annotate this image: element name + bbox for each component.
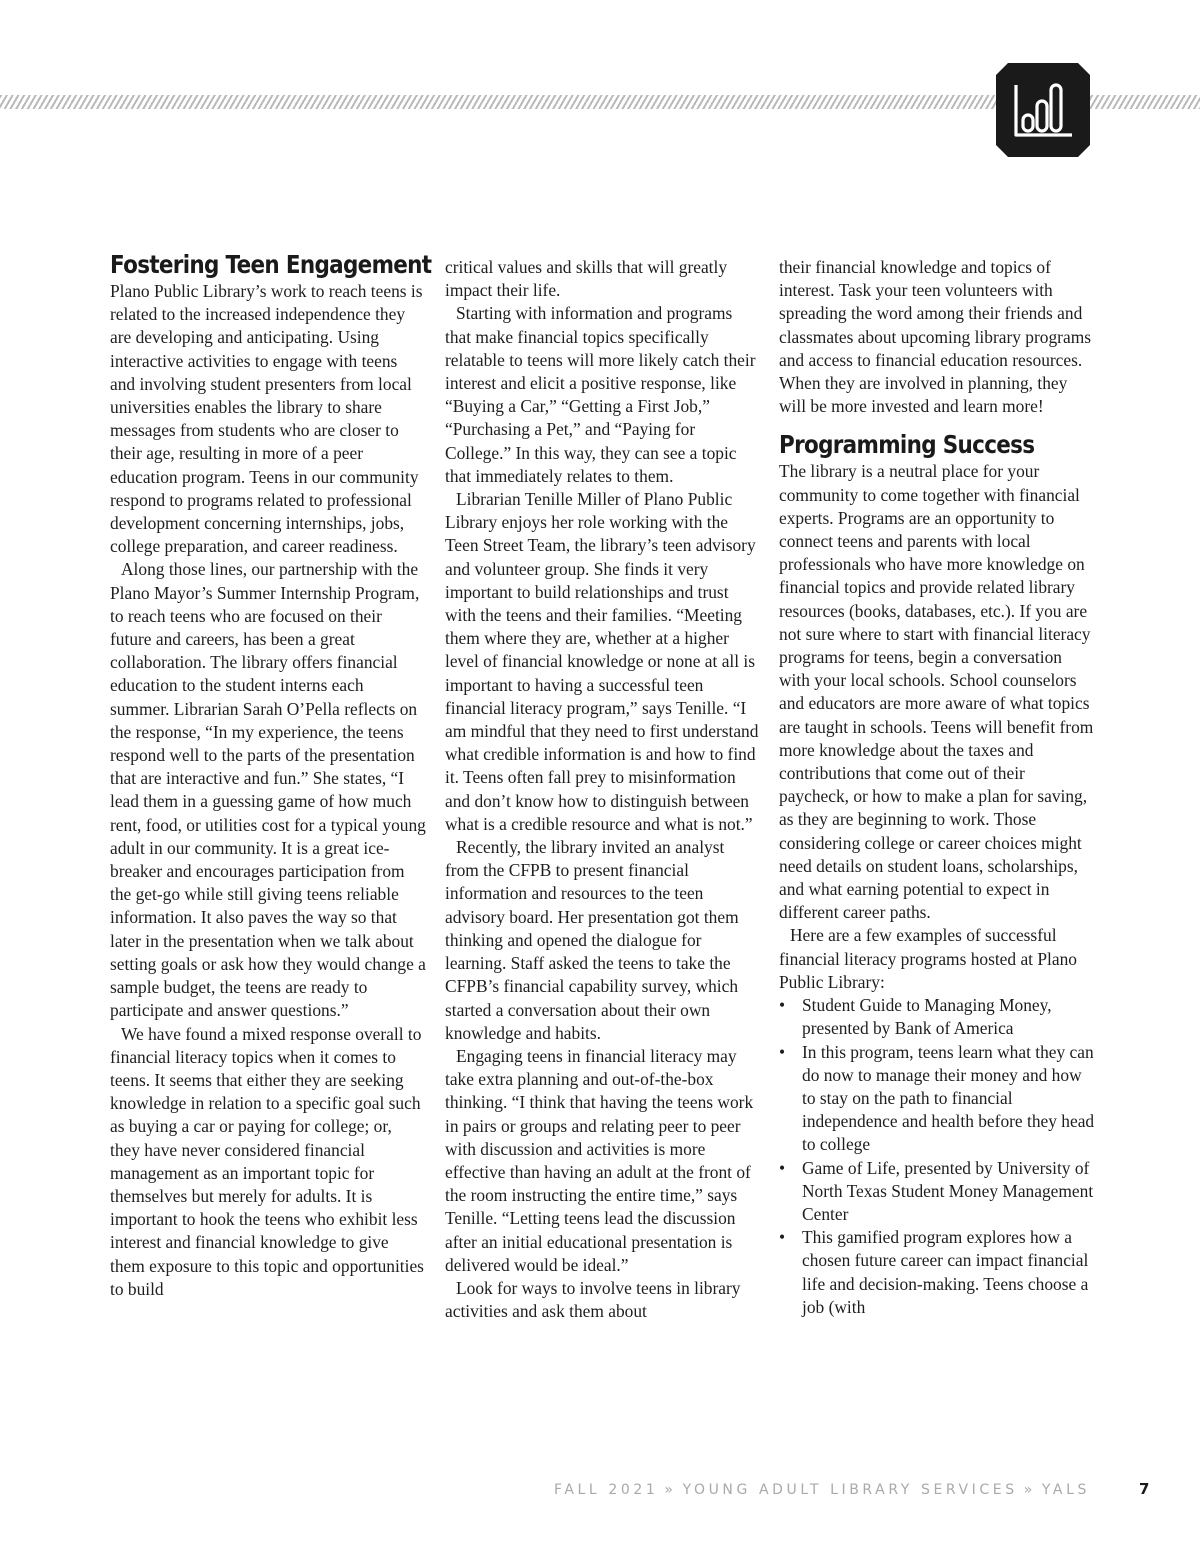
list-item: • Game of Life, presented by University of North Texas Student Money Management Center [779,1157,1095,1227]
footer-separator: » [1023,1482,1036,1498]
footer-short-title: YALS [1041,1482,1090,1498]
paragraph: Recently, the library invited an analyst from the CFPB to present financial information and resources to the teen advisory board. Her presentation got them thinking and opened the dialogue for learning. Staff asked the teens to take the CFPB’s financial capability survey, which started a conversation about their own knowledge and habits. [445,837,739,1043]
article-column-1 [110,250,432,1301]
list-item: • In this program, teens learn what they can do now to manage their money and how to stay on the path to financial independence and health before they head to college [779,1041,1095,1157]
page-number: 7 [1139,1480,1150,1498]
footer-issue: FALL 2021 [553,1482,659,1498]
article-column-3 [779,256,1095,1319]
paragraph: The library is a neutral place for your community to come together with financial experts. Programs are an opportunity to connect teens and parents with local professionals who have more knowledge on financial topics and provide related library resources (books, databases, etc.). If you are not sure where to start with financial literacy programs for teens, begin a conversation with your local schools. School counselors and educators are more aware of what topics are taught in schools. Teens will benefit from more knowledge about the taxes and contributions that come out of their paycheck, or how to make a plan for saving, as they are beginning to work. Those considering college or career choices might need details on student loans, scholarships, and what earning potential to expect in different career paths. [779,461,1094,923]
paragraph: We have found a mixed response overall to financial literacy topics when it comes to teens. It seems that either they are seeking knowledge in relation to a specific goal such as buying a car or paying for college; or, they have never considered financial management as an important topic for themselves but merely for adults. It is important to hook the teens who exhibit less interest and financial knowledge to give them exposure to this topic and opportunities to build [110,1023,424,1299]
footer-publication: YOUNG ADULT LIBRARY SERVICES [682,1482,1018,1498]
section-heading: Programming Success [779,430,1035,460]
bar-chart-icon [996,63,1090,157]
paragraph: their financial knowledge and topics of interest. Task your teen volunteers with spreading the word among their friends and classmates about upcoming library programs and access to financial education resources. When they are involved in planning, they will be more invested and learn more! [779,257,1091,417]
paragraph: Librarian Tenille Miller of Plano Public Library enjoys her role working with the Teen Street Team, the library’s teen advisory and volunteer group. She finds it very important to build relationships and trust with the teens and their families. “Meeting them where they are, whether at a higher level of financial knowledge or none at all is important to having a successful teen financial literacy program,” says Tenille. “I am mindful that they need to first understand what credible information is and how to find it. Teens often fall prey to misinformation and don’t know how to distinguish between what is a credible resource and what is not.” [445,489,759,834]
section-heading: Fostering Teen Engagement [110,250,432,279]
article-column-2 [445,256,761,1323]
paragraph: Starting with information and programs that make financial topics specifically relatable to teens will more likely catch their interest and elicit a positive response, like “Buying a Car,” “Getting a First Job,” “Purchasing a Pet,” and “Paying for College.” In this way, they can see a topic that immediately relates to them. [445,303,756,486]
list-item: • Student Guide to Managing Money, presented by Bank of America [779,994,1095,1040]
program-list [779,994,1095,1319]
paragraph: Here are a few examples of successful financial literacy programs hosted at Plano Public Library: [779,925,1077,992]
running-footer [554,1482,1090,1498]
footer-separator: » [664,1482,677,1498]
paragraph: Engaging teens in financial literacy may take extra planning and out-of-the-box thinking. “I think that having the teens work in pairs or groups and relating peer to peer with discussion and activities is more effective than having an adult at the front of the room instructing the entire time,” says Tenille. “Letting teens lead the discussion after an initial educational presentation is delivered would be ideal.” [445,1045,754,1275]
paragraph: critical values and skills that will greatly impact their life. [445,257,728,301]
paragraph: Look for ways to involve teens in library activities and ask them about [445,1277,741,1322]
list-item: • This gamified program explores how a chosen future career can impact financial life and decision-making. Teens choose a job (with [779,1226,1095,1319]
paragraph: Plano Public Library’s work to reach teens is related to the increased independence they are developing and anticipating. Using interactive activities to engage with teens and involving student presenters from local universities enables the library to share messages from students who are closer to their age, resulting in more of a peer education program. Teens in our community respond to programs related to professional development concerning internships, jobs, college preparation, and career readiness. [110,281,423,557]
paragraph: Along those lines, our partnership with the Plano Mayor’s Summer Internship Program, to reach teens who are focused on their future and careers, has been a great collaboration. The library offers financial education to the student interns each summer. Librarian Sarah O’Pella reflects on the response, “In my experience, the teens respond well to the parts of the presentation that are interactive and fun.” She states, “I lead them in a guessing game of how much rent, food, or utilities cost for a typical young adult in our community. It is a great ice-breaker and encourages participation from the get-go while still giving teens reliable information. It also paves the way so that later in the presentation when we talk about setting goals or ask how they would change a sample budget, the teens are ready to participate and answer questions.” [110,559,426,1021]
